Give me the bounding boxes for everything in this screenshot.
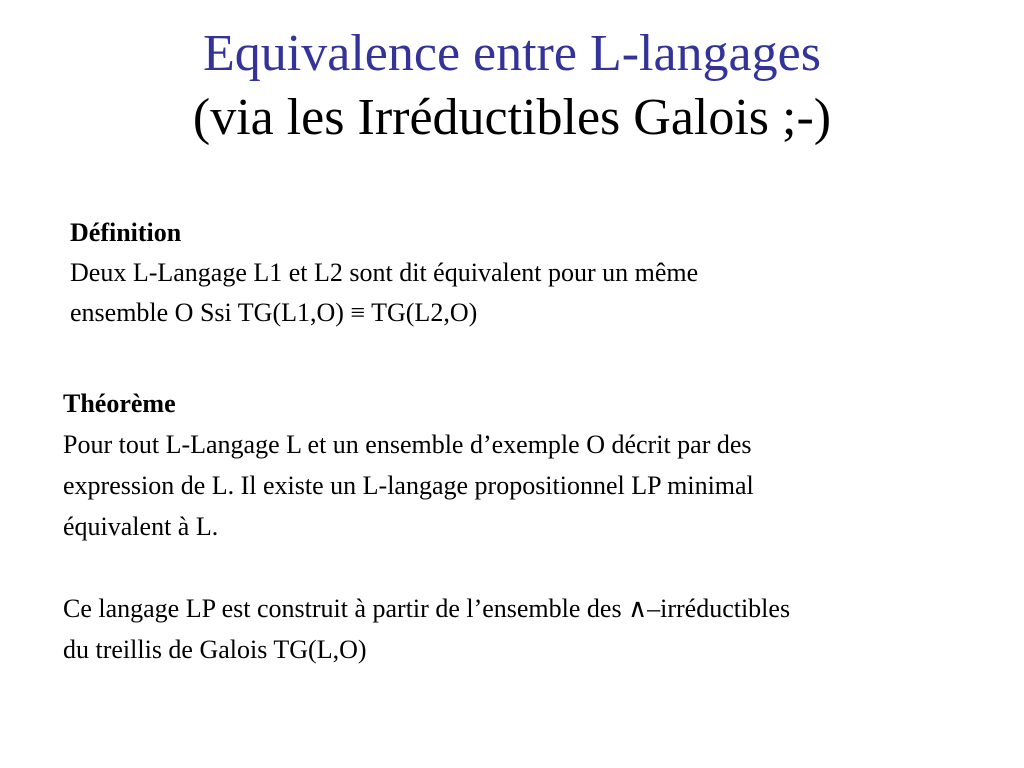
title-main: Equivalence entre L-langages (203, 25, 821, 82)
theoreme-line-2: expression de L. Il existe un L-langage propositionnel LP minimal (63, 471, 754, 500)
paragraph-spacer (63, 547, 1018, 588)
theoreme-paragraph2-line-2: du treillis de Galois TG(L,O) (63, 635, 367, 664)
definition-line-1: Deux L-Langage L1 et L2 sont dit équivalent pour un même (70, 258, 699, 287)
definition-line-2: ensemble O Ssi TG(L1,O) ≡ TG(L2,O) (70, 298, 478, 327)
definition-heading: Définition (70, 218, 182, 247)
theoreme-block (63, 383, 1018, 670)
theoreme-heading: Théorème (63, 389, 176, 418)
slide-title (0, 22, 1024, 150)
title-subtitle: (via les Irréductibles Galois ;-) (192, 89, 832, 146)
theoreme-line-1: Pour tout L-Langage L et un ensemble d’exemple O décrit par des (63, 430, 752, 459)
definition-block (70, 213, 970, 333)
theoreme-line-3: équivalent à L. (63, 512, 219, 541)
theoreme-paragraph2-line-1: Ce langage LP est construit à partir de l’ensemble des ∧–irréductibles (63, 594, 791, 623)
